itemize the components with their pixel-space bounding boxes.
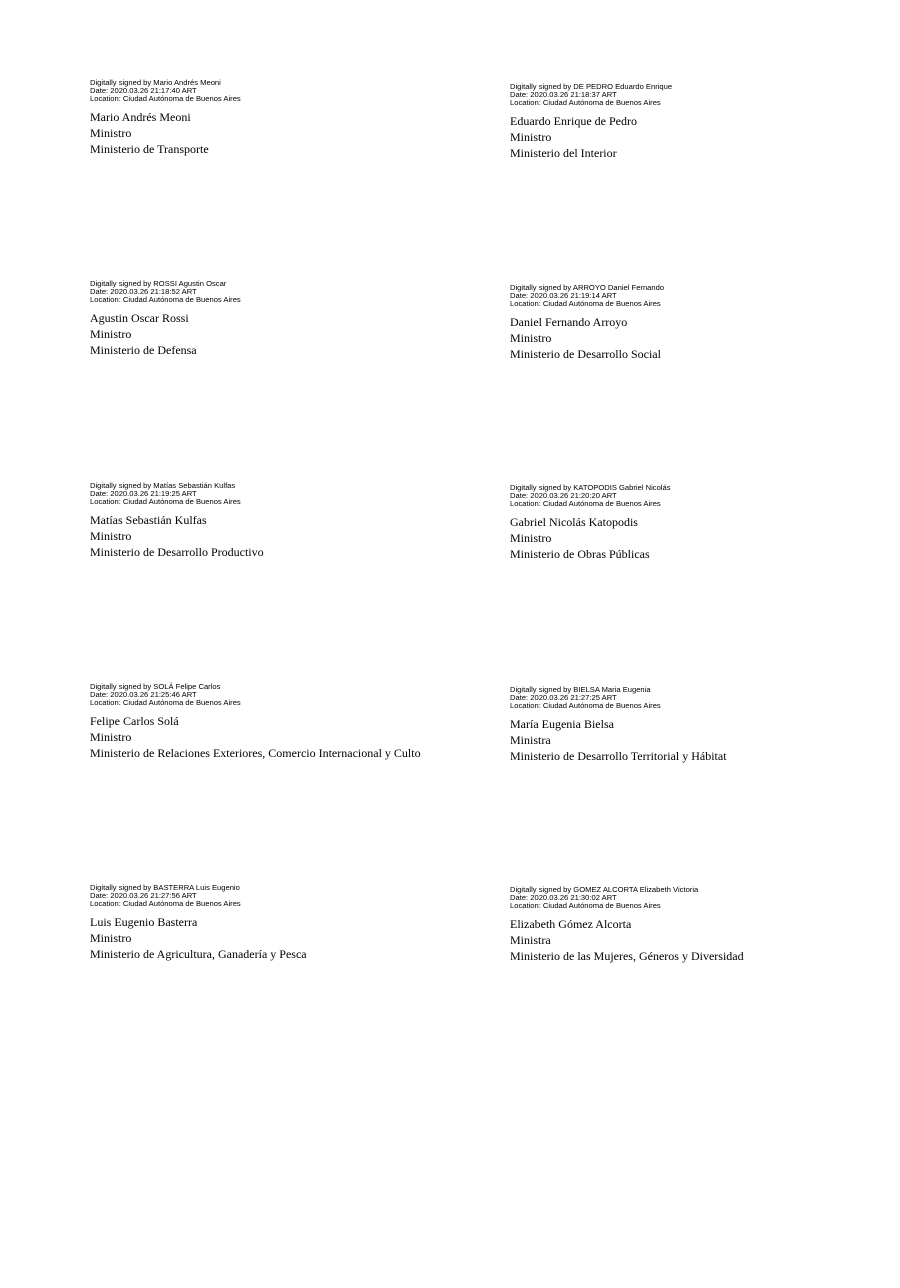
signature-location: Location: Ciudad Autónoma de Buenos Aires	[510, 701, 661, 710]
signer-ministry: Ministerio del Interior	[510, 146, 617, 160]
digital-signature-stamp	[90, 280, 480, 304]
signature-location: Location: Ciudad Autónoma de Buenos Aires	[90, 698, 241, 707]
signer-ministry: Ministerio de Obras Públicas	[510, 547, 650, 561]
signer-role: Ministra	[510, 733, 551, 747]
signer-role: Ministro	[90, 931, 132, 945]
signer-role: Ministro	[510, 130, 552, 144]
digital-signature-stamp	[510, 284, 900, 308]
signed-by: Digitally signed by DE PEDRO Eduardo Enrique	[510, 82, 673, 91]
signer-ministry: Ministerio de las Mujeres, Géneros y Diversidad	[510, 949, 744, 963]
signature-block-gomez-alcorta	[510, 886, 900, 964]
signer-ministry: Ministerio de Desarrollo Productivo	[90, 545, 264, 559]
signer-role: Ministro	[90, 730, 132, 744]
signature-block-basterra	[90, 884, 480, 962]
signer-ministry: Ministerio de Desarrollo Territorial y Hábitat	[510, 749, 727, 763]
digital-signature-stamp	[510, 484, 900, 508]
signer-ministry: Ministerio de Desarrollo Social	[510, 347, 661, 361]
signature-location: Location: Ciudad Autónoma de Buenos Aires	[510, 98, 661, 107]
signer-name: Matías Sebastián Kulfas	[90, 513, 207, 527]
signature-block-sola	[90, 683, 510, 761]
signer-role: Ministra	[510, 933, 551, 947]
signature-block-arroyo	[510, 284, 900, 362]
signer-name: Mario Andrés Meoni	[90, 110, 191, 124]
signature-location: Location: Ciudad Autónoma de Buenos Aires	[90, 497, 241, 506]
signer-role: Ministro	[510, 331, 552, 345]
signer-name: Agustin Oscar Rossi	[90, 311, 189, 325]
digital-signature-stamp	[90, 79, 480, 103]
digital-signature-stamp	[90, 482, 480, 506]
signature-date: Date: 2020.03.26 21:30:02 ART	[510, 893, 617, 902]
signed-by: Digitally signed by KATOPODIS Gabriel Nicolás	[510, 483, 671, 492]
signed-by: Digitally signed by BASTERRA Luis Eugenio	[90, 883, 240, 892]
signature-date: Date: 2020.03.26 21:27:25 ART	[510, 693, 617, 702]
signer-role: Ministro	[510, 531, 552, 545]
signed-by: Digitally signed by BIELSA Maria Eugenia	[510, 685, 651, 694]
signer-name: Daniel Fernando Arroyo	[510, 315, 628, 329]
signature-date: Date: 2020.03.26 21:19:25 ART	[90, 489, 197, 498]
signature-block-de-pedro	[510, 83, 900, 161]
digital-signature-stamp	[510, 686, 900, 710]
signed-by: Digitally signed by SOLÁ Felipe Carlos	[90, 682, 221, 691]
signed-by: Digitally signed by ROSSI Agustin Oscar	[90, 279, 227, 288]
digital-signature-stamp	[510, 886, 900, 910]
signature-date: Date: 2020.03.26 21:17:40 ART	[90, 86, 197, 95]
signed-by: Digitally signed by Matías Sebastián Kulfas	[90, 481, 236, 490]
signature-location: Location: Ciudad Autónoma de Buenos Aires	[90, 295, 241, 304]
digital-signature-stamp	[90, 683, 510, 707]
signature-location: Location: Ciudad Autónoma de Buenos Aires	[90, 899, 241, 908]
signer-name: Gabriel Nicolás Katopodis	[510, 515, 638, 529]
signer-name: María Eugenia Bielsa	[510, 717, 614, 731]
signer-ministry: Ministerio de Agricultura, Ganadería y Pesca	[90, 947, 307, 961]
signer-name: Elizabeth Gómez Alcorta	[510, 917, 632, 931]
signer-name: Luis Eugenio Basterra	[90, 915, 198, 929]
signature-block-meoni	[90, 79, 480, 157]
signature-block-bielsa	[510, 686, 900, 764]
signer-role: Ministro	[90, 327, 132, 341]
signature-date: Date: 2020.03.26 21:20:20 ART	[510, 491, 617, 500]
signature-date: Date: 2020.03.26 21:18:37 ART	[510, 90, 617, 99]
signature-block-katopodis	[510, 484, 900, 562]
signer-role: Ministro	[90, 126, 132, 140]
signer-ministry: Ministerio de Relaciones Exteriores, Comercio Internacional y Culto	[90, 746, 421, 760]
signer-ministry: Ministerio de Transporte	[90, 142, 209, 156]
signature-location: Location: Ciudad Autónoma de Buenos Aires	[90, 94, 241, 103]
signature-location: Location: Ciudad Autónoma de Buenos Aires	[510, 901, 661, 910]
signature-block-rossi	[90, 280, 480, 358]
signer-name: Felipe Carlos Solá	[90, 714, 179, 728]
digital-signature-stamp	[90, 884, 480, 908]
signature-date: Date: 2020.03.26 21:27:56 ART	[90, 891, 197, 900]
signature-date: Date: 2020.03.26 21:18:52 ART	[90, 287, 197, 296]
signature-location: Location: Ciudad Autónoma de Buenos Aires	[510, 299, 661, 308]
signed-by: Digitally signed by Mario Andrés Meoni	[90, 78, 221, 87]
signer-name: Eduardo Enrique de Pedro	[510, 114, 637, 128]
signed-by: Digitally signed by GOMEZ ALCORTA Elizabeth Victoria	[510, 885, 699, 894]
signature-block-kulfas	[90, 482, 480, 560]
signature-date: Date: 2020.03.26 21:25:46 ART	[90, 690, 197, 699]
signed-by: Digitally signed by ARROYO Daniel Fernando	[510, 283, 665, 292]
signature-location: Location: Ciudad Autónoma de Buenos Aires	[510, 499, 661, 508]
digital-signature-stamp	[510, 83, 900, 107]
signer-role: Ministro	[90, 529, 132, 543]
signature-date: Date: 2020.03.26 21:19:14 ART	[510, 291, 617, 300]
signer-ministry: Ministerio de Defensa	[90, 343, 197, 357]
